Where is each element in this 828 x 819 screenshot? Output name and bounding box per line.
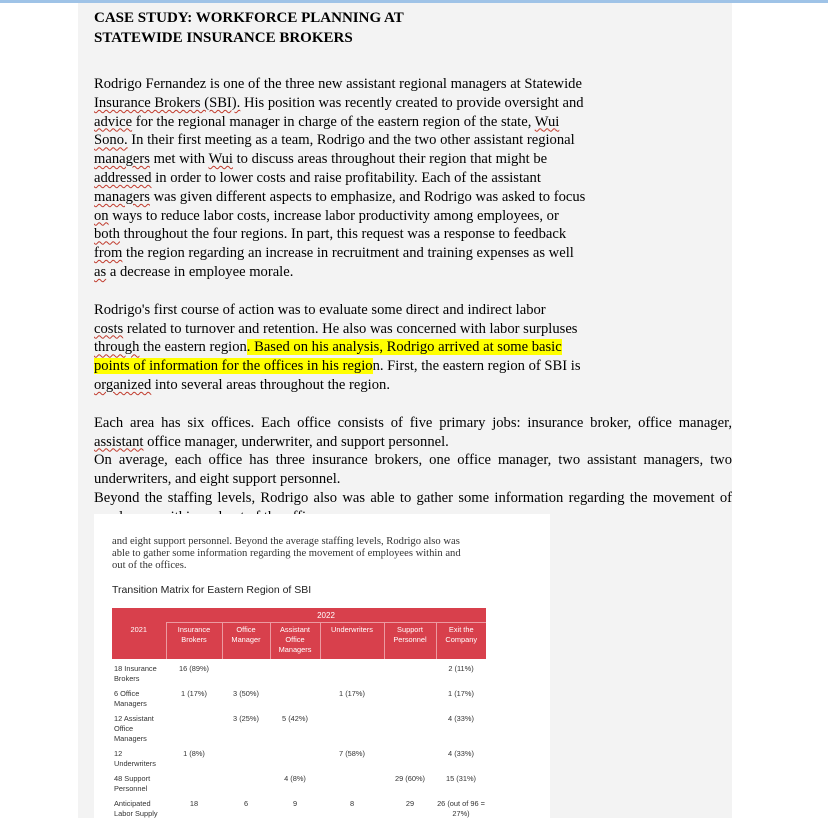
p1-line: Rodrigo Fernandez is one of the three new assistant regional managers at Statewide: [94, 76, 582, 92]
year-to-header: 2022: [166, 608, 486, 623]
matrix-row-label: 18 Insurance Brokers: [114, 664, 157, 683]
p1-line: from the region regarding an increase in recruitment and training expenses as well: [94, 245, 574, 262]
matrix-cell: 1 (17%): [339, 689, 365, 698]
matrix-column-header: Support Personnel: [384, 623, 436, 660]
document-body[interactable]: [94, 8, 734, 527]
matrix-cell: 2 (11%): [448, 664, 474, 673]
title-line-1: CASE STUDY: WORKFORCE PLANNING AT: [94, 10, 404, 26]
transition-matrix-table: [112, 608, 486, 819]
matrix-cell: [270, 744, 320, 769]
matrix-cell: 4 (33%): [448, 749, 474, 758]
matrix-caption: Transition Matrix for Eastern Region of SBI: [112, 584, 312, 596]
matrix-row: [112, 659, 486, 684]
matrix-cell: 29: [405, 799, 415, 808]
matrix-cell: 1 (17%): [181, 689, 207, 698]
matrix-row-label: 12 Assistant Office Managers: [114, 714, 154, 743]
p3-sentence-3: Beyond the staffing levels, Rodrigo also was able to gather some information regarding the movement of: [94, 489, 732, 506]
matrix-cell: 26 (out of 96 = 27%): [437, 799, 485, 818]
highlighted-text: . Based on his analysis, Rodrigo arrived at some basic: [246, 339, 562, 356]
matrix-cell: 15 (31%): [446, 774, 476, 783]
matrix-row-label: 12 Underwriters: [114, 749, 156, 768]
matrix-cell: 1 (17%): [448, 689, 474, 698]
matrix-row: [112, 709, 486, 744]
highlighted-text: points of information for the offices in his regio: [94, 358, 373, 375]
p2-line: through the eastern region. Based on his analysis, Rodrigo arrived at some basic: [94, 339, 562, 356]
p1-line: both throughout the four regions. In part, this request was a response to feedback: [94, 226, 567, 243]
matrix-cell: [384, 709, 436, 744]
matrix-cell: 8: [349, 799, 355, 808]
p1-line: on ways to reduce labor costs, increase labor productivity among employees, or: [94, 207, 559, 224]
matrix-row: [112, 794, 486, 819]
matrix-row: [112, 684, 486, 709]
matrix-column-header: Office Manager: [222, 623, 270, 660]
p1-line: managers met with Wui to discuss areas throughout their region that might be: [94, 151, 548, 168]
matrix-row: [112, 744, 486, 769]
matrix-cell: [320, 709, 384, 744]
p1-line: advice for the regional manager in charge of the eastern region of the state, Wui: [94, 113, 560, 130]
p2-line: Rodrigo's first course of action was to evaluate some direct and indirect labor: [94, 301, 546, 318]
matrix-cell: [384, 684, 436, 709]
matrix-row-label: 48 Support Personnel: [114, 774, 151, 793]
matrix-cell: 4 (33%): [448, 714, 474, 723]
matrix-column-header: Assistant Office Managers: [270, 623, 320, 660]
matrix-column-header: Insurance Brokers: [166, 623, 222, 660]
paragraph-3: [94, 414, 732, 527]
matrix-cell: 5 (42%): [282, 714, 308, 723]
matrix-cell: [270, 684, 320, 709]
matrix-cell: [222, 744, 270, 769]
matrix-cell: 4 (8%): [284, 774, 306, 783]
matrix-row-label: 6 Office Managers: [114, 689, 147, 708]
matrix-cell: 7 (58%): [339, 749, 365, 758]
p2-line: costs related to turnover and retention. He also was concerned with labor surpluses: [94, 320, 578, 337]
matrix-row-label: Anticipated Labor Supply: [114, 799, 158, 818]
matrix-cell: [222, 659, 270, 684]
matrix-cell: [222, 769, 270, 794]
p1-line: addressed in order to lower costs and raise profitability. Each of the assistant: [94, 169, 541, 186]
matrix-cell: [384, 659, 436, 684]
paragraph-2: [94, 301, 734, 395]
matrix-cell: 29 (60%): [395, 774, 425, 783]
matrix-column-header: Exit the Company: [436, 623, 486, 660]
matrix-row: [112, 769, 486, 794]
p1-line: as a decrease in employee morale.: [94, 263, 294, 280]
matrix-cell: 3 (25%): [233, 714, 259, 723]
matrix-cell: [384, 744, 436, 769]
p2-line: organized into several areas throughout the region.: [94, 376, 390, 393]
paragraph-1: [94, 75, 734, 282]
p3-sentence-2: On average, each office has three insurance brokers, one office manager, two assistant managers, two underwriters, and eight support personnel.: [94, 452, 732, 488]
p2-line: points of information for the offices in his region. First, the eastern region of SBI is: [94, 358, 581, 375]
matrix-cell: 6: [243, 799, 249, 808]
matrix-cell: [270, 659, 320, 684]
p1-line: Sono. In their first meeting as a team, Rodrigo and the two other assistant regional: [94, 132, 575, 149]
title-line-2: STATEWIDE INSURANCE BROKERS: [94, 30, 353, 46]
matrix-cell: 9: [292, 799, 298, 808]
matrix-cell: 18: [189, 799, 199, 808]
matrix-cell: [320, 659, 384, 684]
year-from-header: 2021: [112, 623, 166, 660]
transition-matrix-image: [94, 514, 550, 818]
matrix-cell: 1 (8%): [183, 749, 205, 758]
inset-intro-text: and eight support personnel. Beyond the average staffing levels, Rodrigo also was able to gather some information regarding the movement of employees within and out of the offices.: [112, 536, 461, 571]
p1-line: managers was given different aspects to emphasize, and Rodrigo was asked to focus: [94, 188, 586, 205]
p1-line: Insurance Brokers (SBI). His position was recently created to provide oversight and: [94, 94, 584, 111]
matrix-column-header: Underwriters: [320, 623, 384, 660]
matrix-cell: [320, 769, 384, 794]
matrix-cell: [166, 769, 222, 794]
matrix-cell: 3 (50%): [233, 689, 259, 698]
p3-sentence-1: Each area has six offices. Each office consists of five primary jobs: insurance broker, office manager, assistant office manager, underwriter, and support personnel.: [94, 414, 732, 450]
matrix-cell: [166, 709, 222, 744]
matrix-cell: 16 (89%): [179, 664, 209, 673]
